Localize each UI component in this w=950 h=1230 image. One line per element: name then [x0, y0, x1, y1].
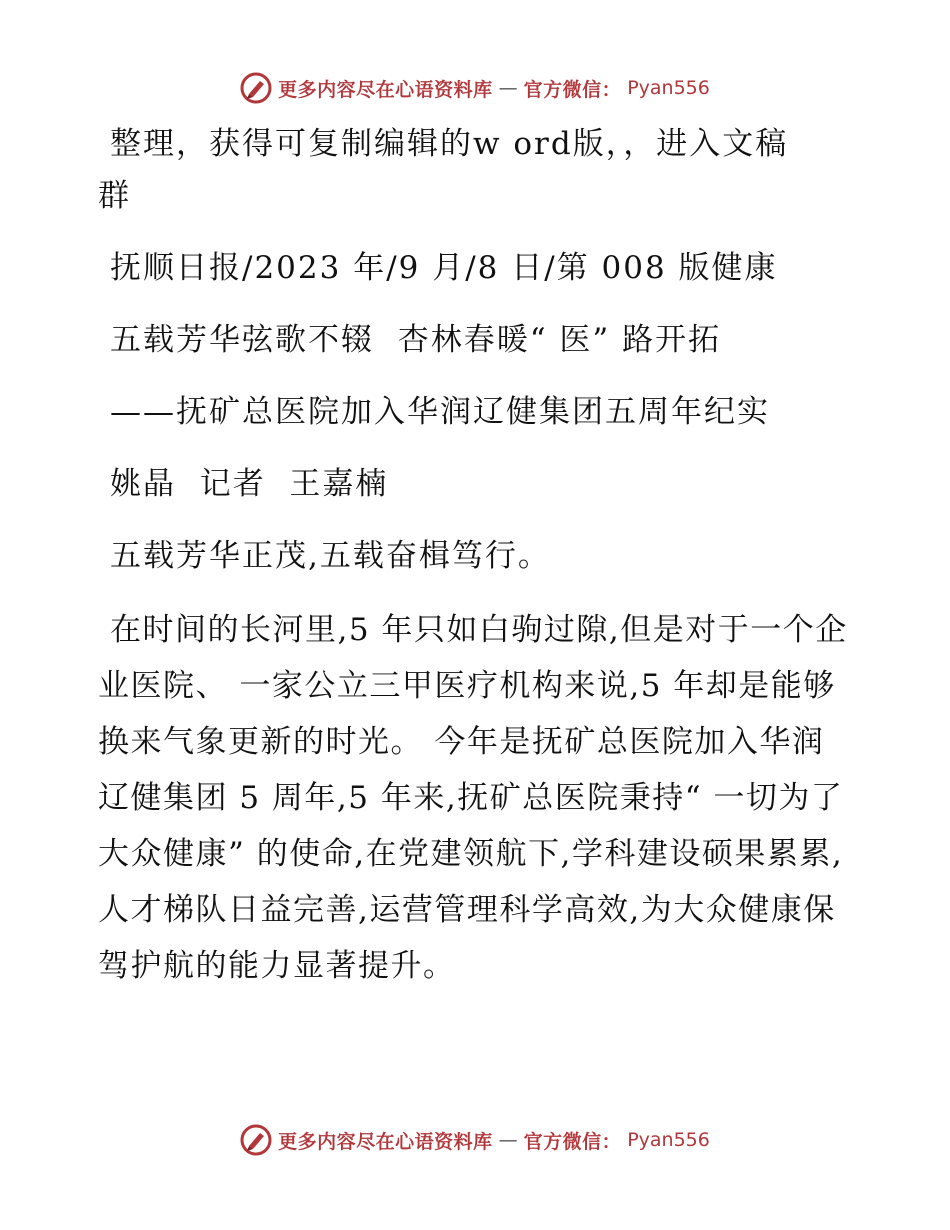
watermark-separator: —	[498, 77, 518, 99]
watermark-channel: 官方微信：	[523, 78, 622, 101]
subheadline: ——抚矿总医院加入华润辽健集团五周年纪实	[110, 394, 770, 430]
intro-line-1: 整理，获得可复制编辑的w ord版，，进入文稿	[110, 126, 789, 162]
intro-line-2: 群	[98, 178, 131, 214]
watermark-separator: —	[498, 1129, 518, 1151]
document-body	[98, 118, 850, 994]
watermark-channel: 官方微信：	[523, 1130, 622, 1153]
headline: 五载芳华弦歌不辍 杏林春暖“ 医” 路开拓	[110, 322, 722, 358]
footer-watermark	[0, 1124, 950, 1156]
pen-logo-icon	[240, 72, 272, 104]
source-line: 抚顺日报/2023 年/9 月/8 日/第 008 版健康	[110, 250, 778, 286]
watermark-id: Pyan556	[627, 77, 710, 99]
body-paragraph: 在时间的长河里,5 年只如白驹过隙,但是对于一个企业医院、 一家公立三甲医疗机构来说,5 年却是能够换来气象更新的时光。 今年是抚矿总医院加入华润辽健集团 5 周年,5 年来,抚矿总医院秉持“ 一切为了大众健康” 的使命,在党建领航下,学科建设硕果累累,人才梯队日益完善,运营管理科学高效,为大众健康保驾护航的能力显著提升。	[98, 612, 848, 984]
byline: 姚晶 记者 王嘉楠	[110, 466, 389, 502]
watermark-brand: 更多内容尽在心语资料库	[278, 1130, 493, 1153]
lead-paragraph: 五载芳华正茂,五载奋楫笃行。	[110, 538, 551, 574]
header-watermark	[0, 72, 950, 104]
pen-logo-icon	[240, 1124, 272, 1156]
watermark-brand: 更多内容尽在心语资料库	[278, 78, 493, 101]
watermark-id: Pyan556	[627, 1129, 710, 1151]
